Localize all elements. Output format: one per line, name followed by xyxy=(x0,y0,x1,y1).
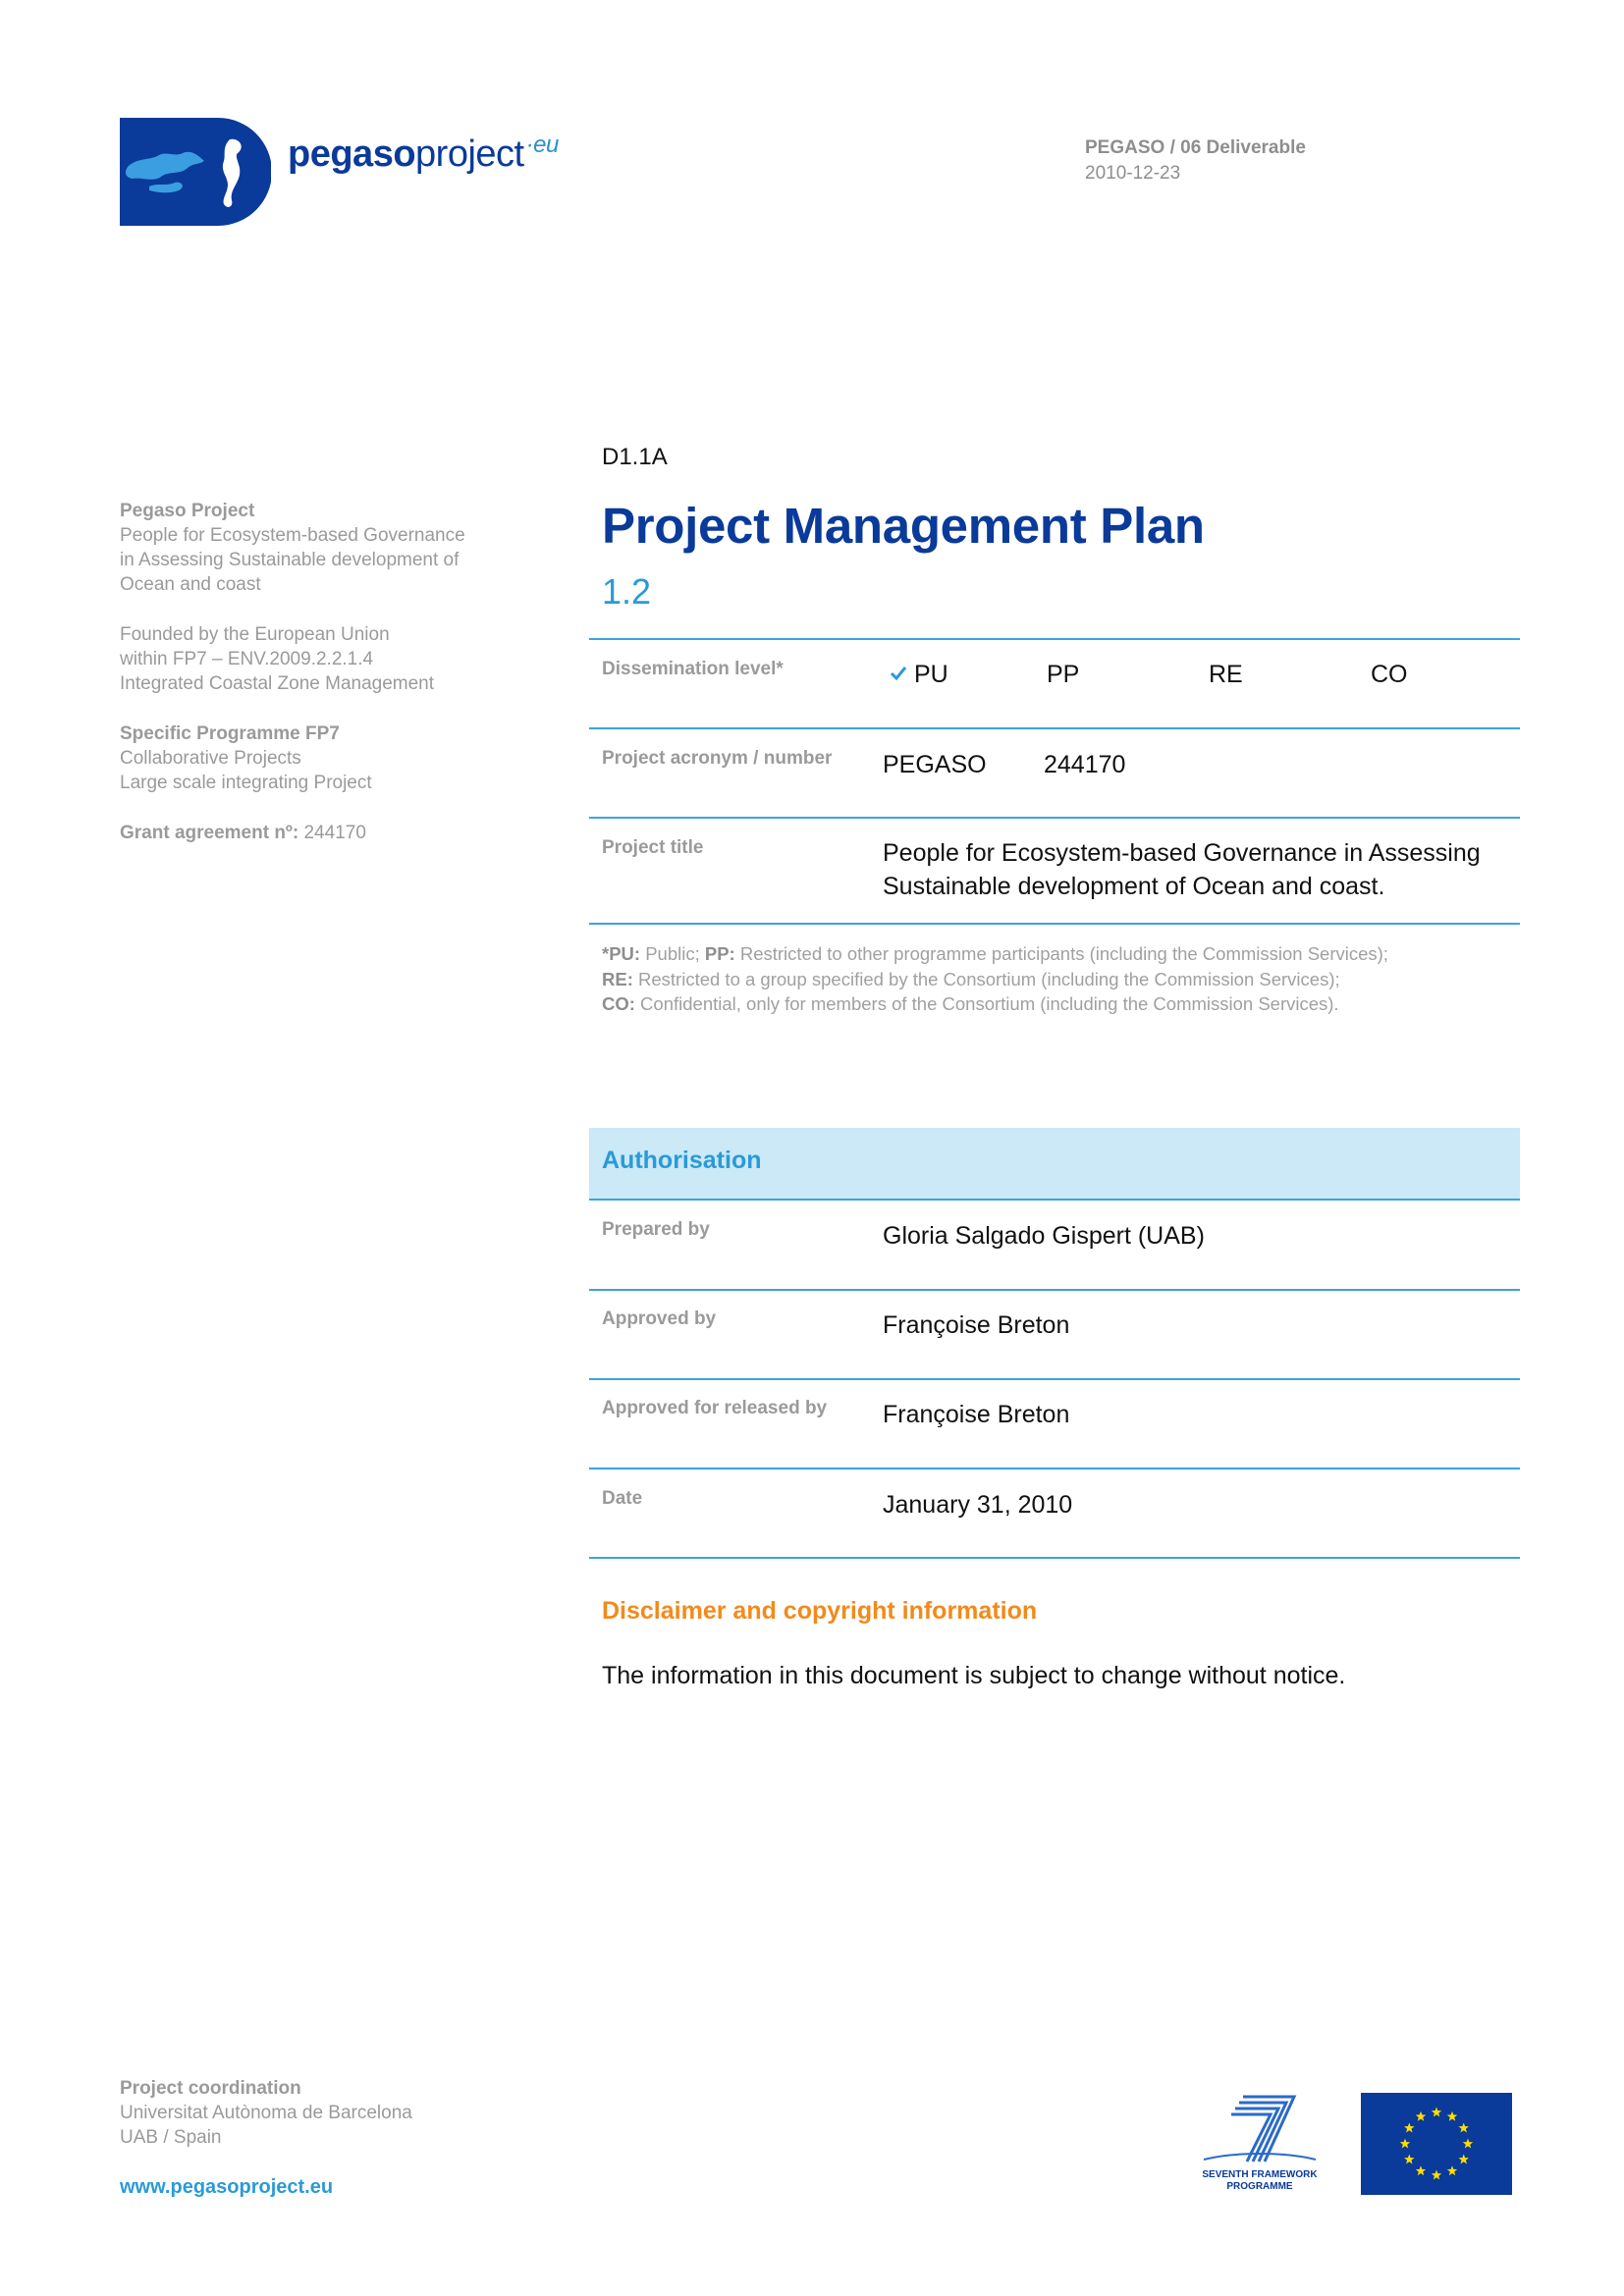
pegaso-logo-icon xyxy=(120,118,271,226)
eu-flag-icon xyxy=(1361,2093,1512,2195)
sidebar-programme-block xyxy=(120,721,493,795)
date-label: Date xyxy=(602,1488,643,1509)
acronym-value: PEGASO xyxy=(883,751,987,778)
deliverable-label: PEGASO / 06 Deliverable xyxy=(1085,137,1306,158)
document-title: Project Management Plan xyxy=(602,498,1205,554)
sidebar-programme-heading: Specific Programme FP7 xyxy=(120,723,340,744)
grant-value: 244170 xyxy=(303,823,366,843)
table-rule xyxy=(589,1468,1520,1469)
project-title-label: Project title xyxy=(602,837,704,858)
dissemination-option-pu: PU xyxy=(889,661,948,689)
approved-release-label: Approved for released by xyxy=(602,1398,828,1418)
deliverable-info xyxy=(1085,135,1306,187)
table-rule xyxy=(589,727,1520,729)
disclaimer-heading: Disclaimer and copyright information xyxy=(602,1597,1038,1625)
sidebar-project-line: Ocean and coast xyxy=(120,574,261,595)
date-value: January 31, 2010 xyxy=(883,1491,1073,1519)
logo-wordmark-light: project xyxy=(415,133,524,175)
prepared-by-label: Prepared by xyxy=(602,1219,710,1240)
deliverable-date: 2010-12-23 xyxy=(1085,163,1181,184)
approved-release-value: Françoise Breton xyxy=(883,1401,1070,1428)
table-rule xyxy=(589,638,1520,640)
sidebar-funding-line: Integrated Coastal Zone Management xyxy=(120,673,435,694)
table-rule xyxy=(589,1199,1520,1201)
grant-label: Grant agreement nº: xyxy=(120,823,299,843)
approved-by-value: Françoise Breton xyxy=(883,1311,1070,1339)
sidebar-funding-block xyxy=(120,622,493,696)
sidebar-grant xyxy=(120,821,493,845)
dissemination-option-re: RE xyxy=(1209,661,1243,688)
document-version: 1.2 xyxy=(602,571,652,612)
logo-wordmark xyxy=(288,132,559,176)
fp7-line1: SEVENTH FRAMEWORK xyxy=(1202,2169,1318,2180)
project-coordination xyxy=(120,2076,412,2150)
sidebar-project-heading: Pegaso Project xyxy=(120,501,255,521)
acronym-label: Project acronym / number xyxy=(602,748,833,769)
authorisation-heading: Authorisation xyxy=(602,1147,762,1174)
table-rule xyxy=(589,1378,1520,1380)
logo-wordmark-suffix: ·eu xyxy=(525,132,559,158)
coordination-line: Universitat Autònoma de Barcelona xyxy=(120,2103,412,2123)
sidebar-funding-line: within FP7 – ENV.2009.2.2.1.4 xyxy=(120,649,374,669)
dissemination-footnote: *PU: Public; PP: Restricted to other programme participants (including the Commission Services); RE: Restricted to a group specified by the Consortium (including the Commission Services); CO: Confidential, only for members of the Consortium (including the Commission Services). xyxy=(602,943,1388,1014)
prepared-by-value: Gloria Salgado Gispert (UAB) xyxy=(883,1222,1205,1250)
table-rule xyxy=(589,1289,1520,1291)
fp7-line2: PROGRAMME xyxy=(1226,2181,1293,2192)
approved-by-label: Approved by xyxy=(602,1308,717,1329)
logo-wordmark-strong: pegaso xyxy=(288,133,416,175)
website-link[interactable]: www.pegasoproject.eu xyxy=(120,2176,334,2198)
document-id: D1.1A xyxy=(602,444,668,470)
sidebar-project-line: People for Ecosystem-based Governance xyxy=(120,525,465,546)
fp7-logo-icon xyxy=(1196,2091,1324,2195)
sidebar-programme-line: Large scale integrating Project xyxy=(120,773,372,793)
table-rule xyxy=(589,817,1520,819)
table-rule xyxy=(589,923,1520,925)
sidebar-project-line: in Assessing Sustainable development of xyxy=(120,550,460,570)
coordination-line: UAB / Spain xyxy=(120,2127,222,2148)
sidebar-project-block xyxy=(120,499,493,597)
coordination-heading: Project coordination xyxy=(120,2078,301,2099)
dissemination-option-pp: PP xyxy=(1047,661,1080,688)
project-number-value: 244170 xyxy=(1044,751,1126,778)
table-rule xyxy=(589,1557,1520,1559)
sidebar-programme-line: Collaborative Projects xyxy=(120,748,301,769)
checkmark-icon xyxy=(889,664,908,683)
disclaimer-text: The information in this document is subject to change without notice. xyxy=(602,1662,1346,1689)
dissemination-label: Dissemination level* xyxy=(602,659,784,679)
dissemination-option-co: CO xyxy=(1371,661,1408,688)
project-title-value: People for Ecosystem-based Governance in Assessing Sustainable development of Ocean and coast. xyxy=(883,839,1481,900)
sidebar-funding-line: Founded by the European Union xyxy=(120,624,390,645)
